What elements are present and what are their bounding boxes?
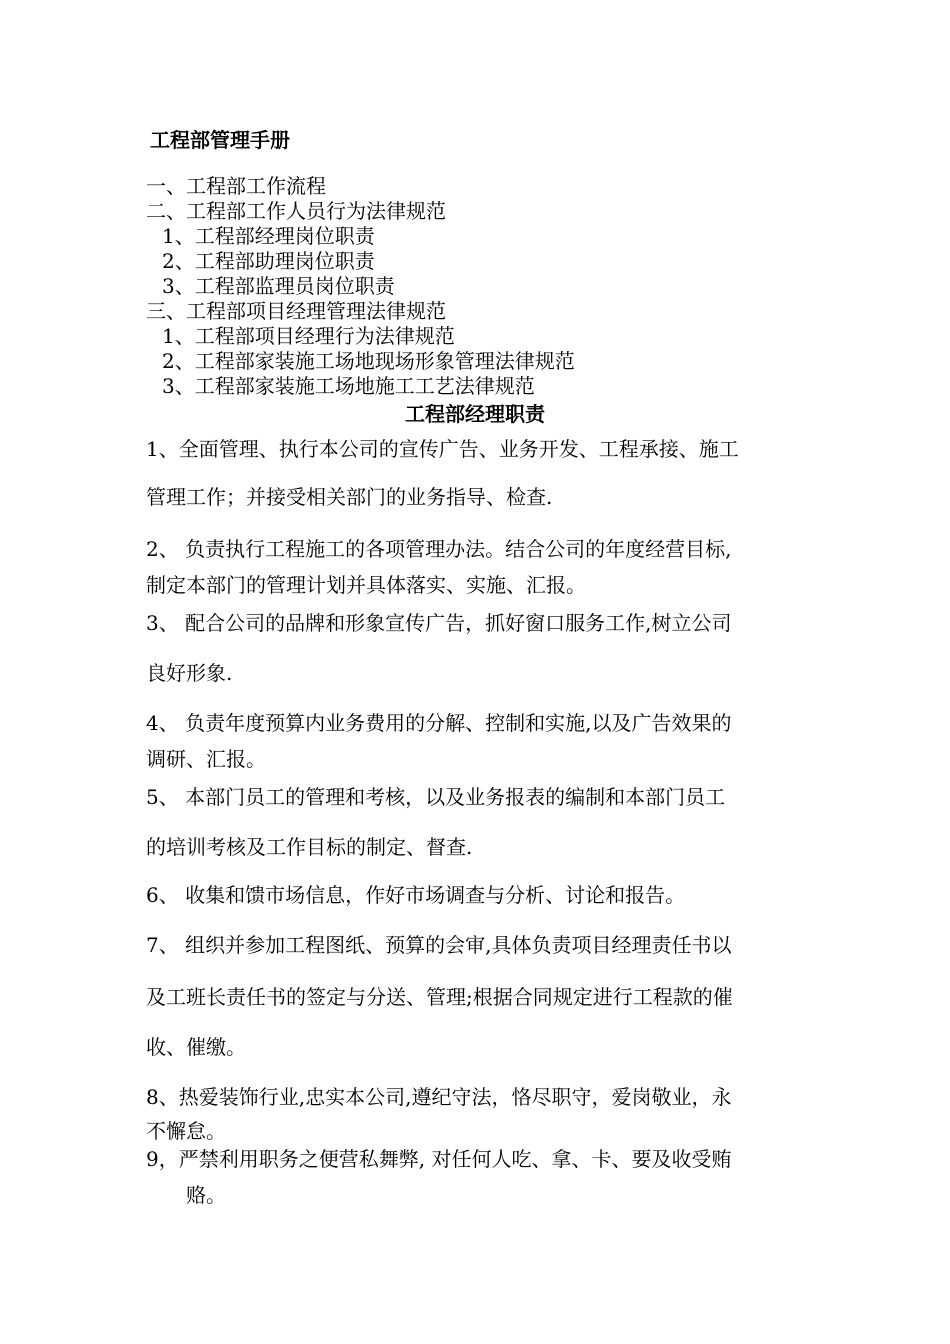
toc-item-2: 二、工程部工作人员行为法律规范 [146,199,446,223]
duty-line: 不懈怠。 [146,1119,226,1143]
duty-line: 6、 收集和馈市场信息，作好市场调查与分析、讨论和报告。 [146,883,686,907]
duty-line: 5、 本部门员工的管理和考核，以及业务报表的编制和本部门员工 [146,785,726,809]
duty-line: 1、全面管理、执行本公司的宣传广告、业务开发、工程承接、施工 [146,437,739,461]
toc-item-2-3: 3、工程部监理员岗位职责 [162,274,395,298]
duty-line: 7、 组织并参加工程图纸、预算的会审,具体负责项目经理责任书以 [146,933,732,957]
toc-item-3-2: 2、工程部家装施工场地现场形象管理法律规范 [162,349,575,373]
toc-item-3-3: 3、工程部家装施工场地施工工艺法律规范 [162,374,535,398]
duty-line: 调研、汇报。 [146,747,266,771]
duty-line: 3、 配合公司的品牌和形象宣传广告，抓好窗口服务工作,树立公司 [146,611,732,635]
duty-line: 4、 负责年度预算内业务费用的分解、控制和实施,以及广告效果的 [146,711,732,735]
duty-line: 及工班长责任书的签定与分送、管理;根据合同规定进行工程款的催 [146,985,733,1009]
toc-item-1: 一、工程部工作流程 [146,174,326,198]
duty-line: 收、催缴。 [146,1035,246,1059]
duty-line: 管理工作；并接受相关部门的业务指导、检查. [146,485,553,509]
duty-line: 的培训考核及工作目标的制定、督查. [146,835,473,859]
duty-line: 2、 负责执行工程施工的各项管理办法。结合公司的年度经营目标, [146,537,732,561]
page-title: 工程部管理手册 [150,128,290,152]
toc-item-3: 三、工程部项目经理管理法律规范 [146,299,446,323]
section-heading: 工程部经理职责 [405,402,545,426]
duty-line: 8、热爱装饰行业,忠实本公司,遵纪守法，恪尽职守，爱岗敬业，永 [146,1085,732,1109]
toc-item-2-2: 2、工程部助理岗位职责 [162,249,375,273]
duty-line: 良好形象. [146,661,233,685]
toc-item-3-1: 1、工程部项目经理行为法律规范 [162,324,455,348]
duty-line: 制定本部门的管理计划并具体落实、实施、汇报。 [146,573,586,597]
duty-line: 赂。 [186,1183,226,1207]
toc-item-2-1: 1、工程部经理岗位职责 [162,224,375,248]
duty-line: 9，严禁利用职务之便营私舞弊, 对任何人吃、拿、卡、要及收受贿 [146,1147,732,1171]
